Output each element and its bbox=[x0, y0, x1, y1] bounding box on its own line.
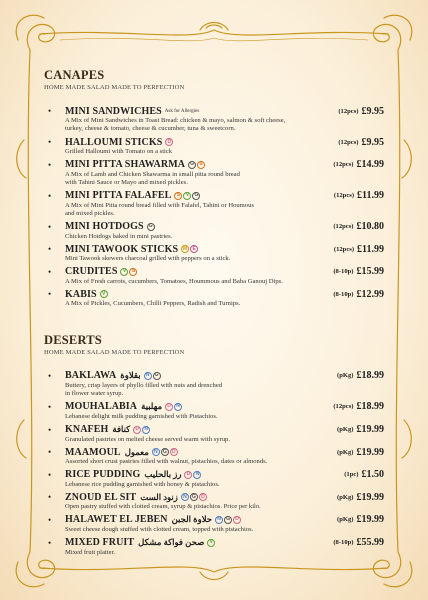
item-price: £15.99 bbox=[356, 266, 384, 278]
nuts-icon: N bbox=[181, 493, 189, 501]
vegan-icon: V bbox=[100, 290, 108, 298]
item-description-line: with Tahini Sauce or Mayo and mixed pickles. bbox=[65, 179, 188, 186]
item-price: £55.99 bbox=[356, 537, 384, 549]
bullet-icon: • bbox=[48, 492, 52, 503]
item-quantity: (pKg) bbox=[337, 426, 354, 434]
dietary-badges bbox=[100, 290, 108, 298]
item-price: £19.99 bbox=[356, 424, 384, 436]
bullet-icon: • bbox=[48, 159, 52, 170]
menu-item bbox=[44, 537, 384, 557]
gluten-icon: G bbox=[147, 223, 155, 231]
item-name: MINI TAWOOK STICKS bbox=[65, 243, 179, 255]
item-quantity: (12pcs) bbox=[333, 223, 354, 231]
item-name: MAAMOUL bbox=[65, 446, 121, 458]
menu-item bbox=[44, 469, 384, 489]
sesame-icon: S bbox=[197, 161, 205, 169]
vegan-icon: V bbox=[183, 192, 191, 200]
dairy-icon: D bbox=[199, 493, 207, 501]
item-price: £19.99 bbox=[356, 514, 384, 526]
item-quantity: (12pcs) bbox=[338, 138, 359, 146]
bullet-icon: • bbox=[48, 514, 52, 525]
dietary-badges bbox=[144, 372, 161, 380]
item-arabic-name: رز بالحليب bbox=[144, 469, 182, 480]
item-description-line: Lebanese rice pudding garnished with honey & pistachios. bbox=[65, 480, 220, 488]
item-price: £9.95 bbox=[361, 136, 384, 148]
mustard-icon: M bbox=[183, 245, 188, 252]
vegan-icon: V bbox=[207, 539, 215, 547]
dietary-badges bbox=[152, 448, 178, 456]
dietary-badges bbox=[184, 471, 201, 479]
item-price: £10.80 bbox=[356, 221, 384, 233]
item-price: £1.50 bbox=[361, 469, 384, 481]
item-quantity: (12pcs) bbox=[333, 192, 355, 200]
nuts-icon: N bbox=[193, 471, 201, 479]
bullet-icon: • bbox=[48, 266, 52, 277]
dairy-icon: D bbox=[184, 471, 192, 479]
section-title: DESERTS bbox=[44, 332, 102, 347]
allergy-note: Ask for Allergies bbox=[164, 108, 200, 114]
item-quantity: (pKg) bbox=[337, 372, 354, 380]
bullet-icon: • bbox=[48, 190, 52, 201]
section-title: CANAPES bbox=[44, 68, 105, 82]
bullet-icon: • bbox=[48, 537, 52, 548]
item-name: BAKLAWA bbox=[65, 370, 117, 382]
item-price: £14.99 bbox=[356, 159, 384, 171]
menu-item bbox=[44, 424, 384, 444]
item-description-line: Chicken Hotdogs baked in mini pastries. bbox=[65, 232, 173, 240]
item-quantity: (12pcs) bbox=[333, 245, 355, 253]
dietary-badges bbox=[188, 161, 205, 169]
menu-item bbox=[44, 491, 384, 511]
section-deserts bbox=[44, 333, 384, 557]
dietary-badges bbox=[181, 493, 207, 501]
vegan-icon: V bbox=[120, 268, 128, 276]
item-description-line: A Mix of Mini Sandwiches in Toast Bread: chicken & mayo, salmon & soft cheese, bbox=[65, 117, 286, 124]
item-name: MINI PITTA FALAFEL bbox=[65, 190, 172, 202]
item-description-line: Buttery, crisp layers of phyllo filled with nuts and drenched bbox=[65, 381, 223, 389]
menu-item bbox=[44, 221, 384, 241]
gluten-icon: G bbox=[188, 161, 196, 169]
dietary-badges bbox=[165, 403, 182, 411]
item-description-line: A Mix of Fresh carrots, cucumbers, Tomatoes, Hoummous and Baba Ganouj Dips. bbox=[65, 277, 283, 285]
item-quantity: (1pc) bbox=[344, 471, 359, 479]
item-name: RICE PUDDING bbox=[65, 469, 141, 481]
item-name: MIXED FRUIT bbox=[65, 537, 135, 549]
nuts-icon: N bbox=[142, 426, 150, 434]
sesame-icon: S bbox=[129, 268, 137, 276]
item-name: KNAFEH bbox=[65, 424, 109, 436]
item-price: £18.99 bbox=[356, 370, 384, 382]
menu-item bbox=[44, 105, 384, 134]
bullet-icon: • bbox=[48, 221, 52, 232]
item-quantity: (pKg) bbox=[337, 448, 354, 456]
bullet-icon: • bbox=[48, 447, 52, 458]
item-name: HALAWET EL JEBEN bbox=[65, 514, 168, 526]
item-description-line: Grilled Halloumi with Tomato on a stick bbox=[65, 148, 173, 155]
item-description-line: Lebanese delight milk pudding garnished with Pistachios. bbox=[65, 412, 218, 420]
item-description-line: Granulated pastries on melted cheese served warm with syrup. bbox=[65, 435, 230, 443]
bullet-icon: • bbox=[48, 424, 52, 435]
item-arabic-name: كنافة bbox=[112, 424, 131, 435]
item-name: MOUHALABIA bbox=[65, 401, 138, 413]
bullet-icon: • bbox=[48, 289, 52, 300]
nuts-icon: N bbox=[152, 448, 160, 456]
menu-item bbox=[44, 288, 384, 308]
dietary-badges bbox=[120, 268, 137, 276]
menu-item bbox=[44, 446, 384, 466]
bullet-icon: • bbox=[48, 137, 52, 147]
item-arabic-name: زنود الست bbox=[140, 491, 178, 502]
menu-item bbox=[44, 266, 384, 286]
item-description-line: Sweet cheese dough stuffed with clotted cream, topped with pistachios. bbox=[65, 525, 254, 533]
menu-item bbox=[44, 136, 384, 156]
item-name: ZNOUD EL SIT bbox=[65, 491, 137, 503]
gluten-icon: G bbox=[153, 372, 161, 380]
nuts-icon: N bbox=[215, 516, 223, 524]
item-arabic-name: صحن فواكة مشكل bbox=[138, 537, 205, 548]
menu-item bbox=[44, 243, 384, 263]
item-price: £11.99 bbox=[357, 190, 384, 202]
dietary-badges bbox=[147, 223, 155, 231]
dairy-icon: D bbox=[165, 138, 173, 146]
item-quantity: (8-10p) bbox=[333, 290, 354, 298]
sesame-icon: S bbox=[174, 192, 182, 200]
dietary-badges bbox=[181, 245, 198, 253]
dairy-icon: D bbox=[165, 403, 173, 411]
item-description-line: Mixed fruit platter. bbox=[65, 548, 115, 556]
dairy-icon: D bbox=[133, 426, 141, 434]
item-description-line: A Mix of Pickles, Cucumbers, Chilli Peppers, Radish and Turnips. bbox=[65, 300, 241, 308]
item-quantity: (12pcs) bbox=[333, 403, 354, 411]
item-description-line: Mini Tawook skewers charcoal grilled with peppers on a stick. bbox=[65, 255, 231, 263]
item-quantity: (8-10p) bbox=[333, 539, 354, 547]
item-price: £18.99 bbox=[356, 401, 384, 413]
item-arabic-name: حلاوة الجبن bbox=[171, 514, 213, 525]
dietary-badges bbox=[133, 426, 150, 434]
dairy-icon: D bbox=[233, 516, 241, 524]
item-quantity: (12pcs) bbox=[333, 161, 354, 169]
section-canapes bbox=[44, 68, 384, 309]
item-name: MINI PITTA SHAWARMA bbox=[65, 159, 186, 171]
item-price: £11.99 bbox=[357, 243, 384, 255]
gluten-icon: G bbox=[190, 493, 198, 501]
item-price: £19.99 bbox=[356, 491, 384, 503]
menu-item bbox=[44, 159, 384, 188]
gluten-icon: G bbox=[161, 448, 169, 456]
item-name: MINI HOTDOGS bbox=[65, 221, 144, 233]
item-quantity: (pKg) bbox=[337, 516, 354, 524]
item-price: £12.99 bbox=[356, 288, 384, 300]
section-subtitle: HOME MADE SALAD MADE TO PERFECTION bbox=[44, 84, 185, 91]
item-name: KABIS bbox=[65, 288, 97, 300]
egg-icon: E bbox=[190, 245, 198, 253]
item-description-line: and mixed pickles. bbox=[65, 210, 115, 217]
gluten-icon: G bbox=[224, 516, 232, 524]
gluten-icon: G bbox=[192, 192, 200, 200]
item-arabic-name: معمول bbox=[124, 446, 149, 457]
dairy-icon: D bbox=[170, 448, 178, 456]
item-name: MINI SANDWICHES bbox=[65, 105, 162, 117]
item-price: £9.95 bbox=[361, 105, 384, 117]
item-name: CRUDITES bbox=[65, 266, 118, 278]
menu-item bbox=[44, 190, 384, 219]
bullet-icon: • bbox=[48, 401, 52, 412]
menu-item bbox=[44, 370, 384, 399]
item-price: £19.99 bbox=[356, 446, 384, 458]
item-quantity: (8-10p) bbox=[333, 268, 354, 276]
item-description-line: A Mix of Mini Pitta round bread filled with Falafel, Tahini or Houmous bbox=[65, 201, 254, 209]
bullet-icon: • bbox=[48, 469, 52, 480]
item-name: HALLOUMI STICKS bbox=[65, 136, 163, 148]
bullet-icon: • bbox=[48, 106, 52, 116]
menu-content bbox=[44, 68, 384, 559]
item-description-line: Open pastry stuffed with clotted cream, syrup & pistachios. Price per kilo. bbox=[65, 503, 261, 511]
dietary-badges bbox=[165, 138, 173, 146]
menu-item bbox=[44, 401, 384, 421]
item-quantity: (12pcs) bbox=[338, 107, 359, 115]
item-arabic-name: بقلاوة bbox=[120, 370, 141, 381]
item-description-line: A Mix of Lamb and Chicken Shawarma in small pitta round bread bbox=[65, 170, 240, 178]
section-subtitle: HOME MADE SALAD MADE TO PERFECTION bbox=[44, 348, 185, 356]
bullet-icon: • bbox=[48, 370, 52, 381]
menu-item bbox=[44, 514, 384, 534]
item-description-line: turkey, cheese & tomato, cheese & cucumber, tuna & sweetcorn. bbox=[65, 125, 236, 133]
nuts-icon: N bbox=[174, 403, 182, 411]
nuts-icon: N bbox=[144, 372, 152, 380]
dietary-badges bbox=[215, 516, 241, 524]
item-description-line: in flower water syrup. bbox=[65, 390, 124, 398]
item-description-line: Assorted short crust pastries filled with walnut, pistachios, dates or almonds. bbox=[65, 458, 268, 466]
bullet-icon: • bbox=[48, 244, 52, 255]
item-arabic-name: مهلبية bbox=[141, 401, 163, 412]
dietary-badges bbox=[207, 539, 215, 547]
item-quantity: (pKg) bbox=[337, 493, 354, 501]
dietary-badges bbox=[174, 192, 200, 200]
